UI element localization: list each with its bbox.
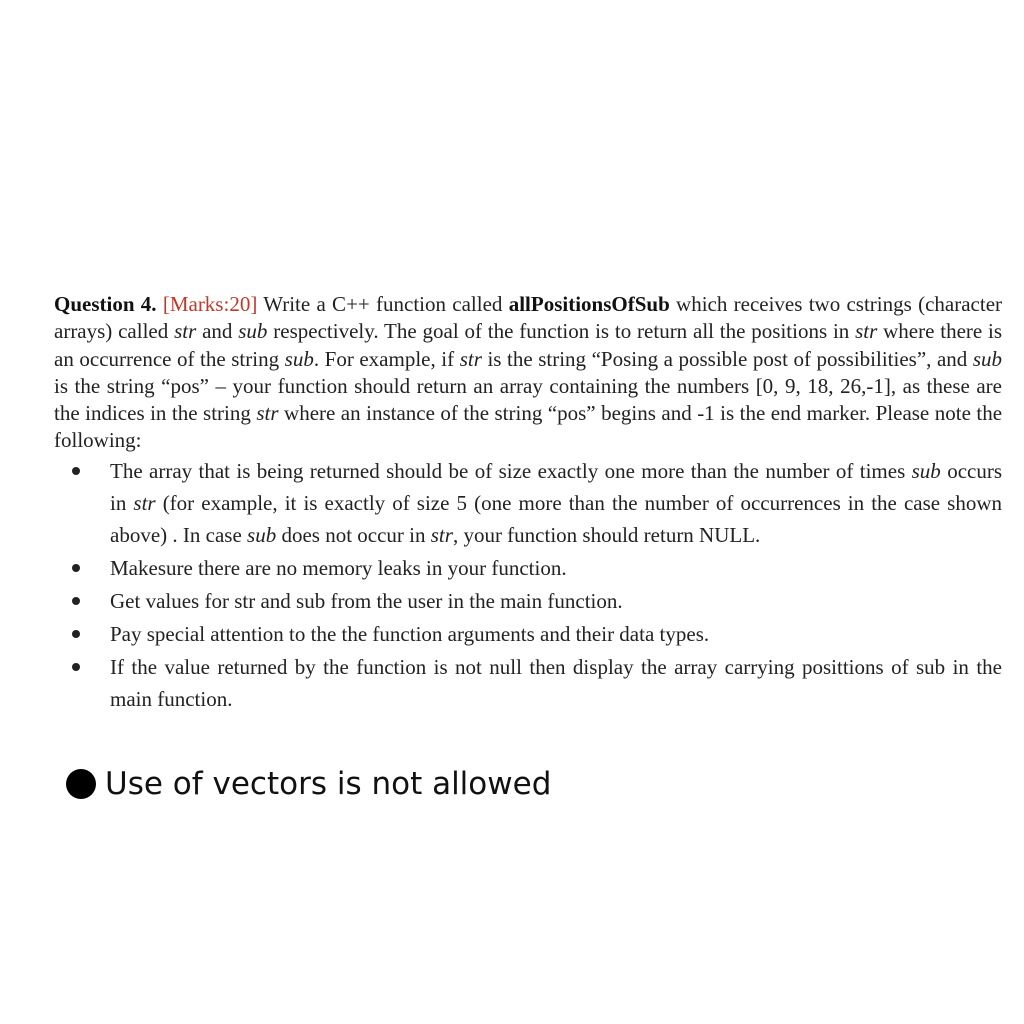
- bullet-text: (for example, it is exactly of size 5 (one more than the number of occurrences in the case shown above) . In case: [110, 491, 1003, 547]
- vectors-note: [66, 764, 551, 804]
- bullet-text: If the value returned by the function is not null then display the array carrying posittions of sub in the main function.: [110, 655, 1002, 711]
- var-str: str: [174, 319, 197, 344]
- marks-label: [Marks:20]: [162, 292, 258, 316]
- var-sub: sub: [247, 523, 277, 547]
- list-item: [54, 552, 1002, 584]
- requirements-list: [54, 455, 1002, 716]
- list-item: [54, 455, 1002, 551]
- intro-text-2: which receives two cstrings (character arrays) called: [54, 292, 1003, 344]
- var-str: str: [256, 401, 279, 426]
- var-sub: sub: [238, 319, 268, 344]
- var-str: str: [430, 523, 453, 547]
- bullet-dot-icon: [72, 467, 80, 475]
- function-name: allPositionsOfSub: [508, 292, 670, 316]
- bullet-text: Get values for str and sub from the user in the main function.: [110, 589, 623, 613]
- bullet-text: , your function should return NULL.: [452, 523, 761, 547]
- and-text: and: [202, 319, 233, 344]
- var-str: str: [459, 346, 482, 371]
- bullet-dot-icon: [66, 769, 96, 799]
- bullet-text: occurs in: [110, 459, 1002, 515]
- intro-text-3: respectively. The goal of the function is to return all the positions in: [273, 319, 850, 344]
- intro-text-4: where there is an occurrence of the string: [54, 319, 1003, 371]
- note-text: Use of vectors is not allowed: [105, 766, 552, 802]
- var-str: str: [855, 319, 878, 344]
- bullet-dot-icon: [72, 564, 80, 572]
- list-item: [54, 585, 1002, 617]
- bullet-text: does not occur in: [281, 523, 426, 547]
- var-sub: sub: [972, 346, 1003, 371]
- intro-text-7: is the string “pos” – your function should return an array containing the numbers [0, 9, 18, 26,-1], as these are the indices in the string: [54, 373, 1002, 426]
- bullet-text: Makesure there are no memory leaks in your function.: [110, 556, 567, 580]
- list-item: [54, 651, 1002, 715]
- intro-text-8: where an instance of the string “pos” begins and -1 is the end marker. Please note the following:: [54, 401, 1003, 453]
- var-str: str: [133, 491, 156, 515]
- var-sub: sub: [284, 346, 314, 371]
- var-sub: sub: [911, 459, 941, 483]
- bullet-dot-icon: [72, 663, 80, 671]
- bullet-dot-icon: [72, 630, 80, 638]
- bullet-dot-icon: [72, 597, 80, 605]
- bullet-text: The array that is being returned should be of size exactly one more than the number of times: [110, 459, 906, 483]
- intro-text-1: Write a C++ function called: [263, 292, 503, 316]
- question-paragraph: [54, 291, 1002, 455]
- bullet-text: Pay special attention to the the function arguments and their data types.: [110, 622, 710, 646]
- intro-text-6: is the string “Posing a possible post of possibilities”, and: [487, 346, 968, 371]
- question-label: Question 4.: [54, 292, 157, 316]
- list-item: [54, 618, 1002, 650]
- intro-text-5: . For example, if: [313, 346, 455, 371]
